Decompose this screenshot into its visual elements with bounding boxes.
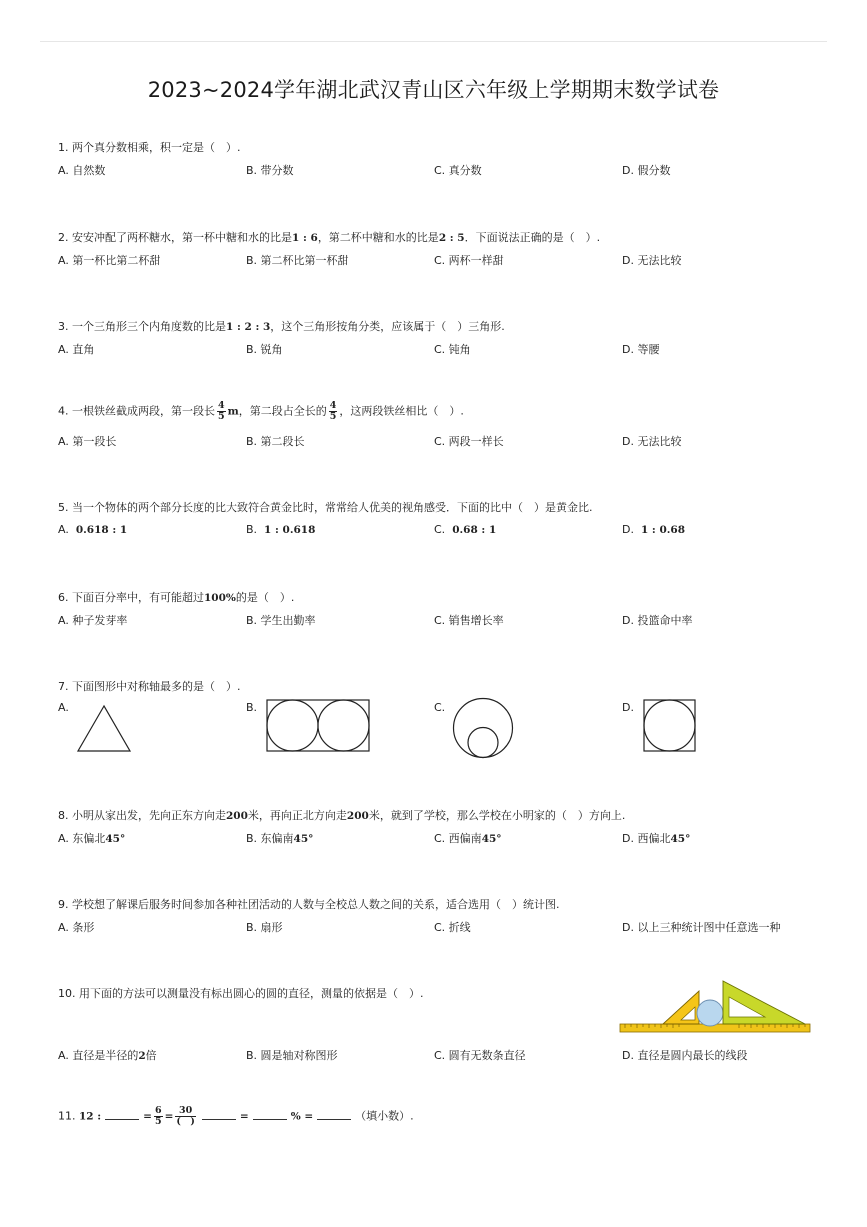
q4-fraction-2-denominator: 5 [329, 411, 337, 422]
q2-stem-part-a: 2. 安安冲配了两杯糖水，第一杯中糖和水的比是 [58, 231, 292, 244]
q8-option-d-angle: 45° [670, 833, 691, 845]
q8-option-d[interactable] [622, 830, 690, 846]
q6-option-b[interactable]: B. 学生出勤率 [246, 614, 316, 627]
q2-stem-part-c: ．下面说法正确的是（ ）. [464, 231, 601, 244]
q2-ratio-1: 1 : 6 [292, 232, 318, 244]
q5-option-c-value: 0.68 : 1 [452, 524, 497, 536]
q10-option-a[interactable] [58, 1047, 157, 1063]
q8-option-c-text: C. 西偏南 [434, 832, 482, 845]
q11-fraction-1 [154, 1106, 163, 1127]
question-6-stem [58, 589, 294, 605]
q1-option-c[interactable]: C. 真分数 [434, 164, 482, 177]
q3-option-b[interactable]: B. 锐角 [246, 343, 283, 356]
q4-fraction-2 [329, 401, 338, 422]
q4-option-b[interactable]: B. 第二段长 [246, 435, 305, 448]
q5-option-d-letter: D. [622, 523, 634, 536]
q2-option-d[interactable]: D. 无法比较 [622, 254, 682, 267]
q5-option-c-letter: C. [434, 523, 446, 536]
q8-option-c-angle: 45° [481, 833, 502, 845]
q7-option-d-letter[interactable]: D. [622, 701, 634, 714]
q5-option-b-value: 1 : 0.618 [264, 524, 316, 536]
q7-option-a-letter[interactable]: A. [58, 701, 69, 714]
q11-percent-equals: % = [290, 1110, 314, 1123]
q8-stem-part-c: 米，就到了学校，那么学校在小明家的（ ）方向上. [368, 809, 626, 822]
q6-stem-part-b: 的是（ ）. [235, 591, 295, 604]
q8-stem-part-b: 米，再向正北方向走 [247, 809, 347, 822]
q11-fraction-1-numerator: 6 [154, 1105, 162, 1116]
q11-fraction-1-denominator: 5 [154, 1116, 162, 1127]
q11-equals-1: = [143, 1110, 152, 1123]
page-title: 2023~2024学年湖北武汉青山区六年级上学期期末数学试卷 [147, 78, 720, 102]
q4-stem-part-c: ，这两段铁丝相比（ ）. [339, 404, 464, 418]
header-rule [40, 41, 827, 42]
question-7-stem: 7. 下面图形中对称轴最多的是（ ）. [58, 680, 241, 693]
q7-option-c-letter[interactable]: C. [434, 701, 446, 714]
q10-option-a-suffix: 倍 [145, 1049, 157, 1062]
q3-option-c[interactable]: C. 钝角 [434, 343, 471, 356]
q8-stem-part-a: 8. 小明从家出发，先向正东方向走 [58, 809, 226, 822]
q8-option-b-text: B. 东偏南 [246, 832, 294, 845]
question-10-stem: 10. 用下面的方法可以测量没有标出圆心的圆的直径，测量的依据是（ ）. [58, 987, 424, 1000]
q8-option-c[interactable] [434, 830, 502, 846]
q11-fraction-2-numerator: 30 [175, 1106, 196, 1117]
q4-stem-part-a: 4. 一根铁丝截成两段，第一段长 [58, 404, 215, 418]
q11-blank-1[interactable] [105, 1110, 139, 1120]
q11-fraction-2 [175, 1106, 196, 1127]
q5-option-b[interactable] [246, 523, 315, 536]
q7-two-circles-rectangle-figure[interactable] [266, 699, 370, 753]
q8-distance-2: 200 [346, 810, 369, 822]
q8-option-a-angle: 45° [105, 833, 126, 845]
q2-ratio-2: 2 : 5 [438, 232, 465, 244]
q2-option-a[interactable]: A. 第一杯比第二杯甜 [58, 254, 161, 267]
q11-equals-3: = [239, 1110, 249, 1123]
q11-blank-4[interactable] [317, 1110, 351, 1120]
q1-option-b[interactable]: B. 带分数 [246, 164, 294, 177]
q6-option-c[interactable]: C. 销售增长率 [434, 614, 504, 627]
q8-option-a[interactable] [58, 830, 125, 846]
q2-option-b[interactable]: B. 第二杯比第一杯甜 [246, 254, 349, 267]
q4-fraction-2-numerator: 4 [329, 400, 337, 411]
question-5-stem: 5. 当一个物体的两个部分长度的比大致符合黄金比时，常常给人优美的视角感受．下面的比中（ ）是黄金比. [58, 501, 593, 514]
q9-option-d[interactable]: D. 以上三种统计图中任意选一种 [622, 921, 781, 934]
q4-unit: m [227, 405, 239, 418]
question-9-stem: 9. 学校想了解课后服务时间参加各种社团活动的人数与全校总人数之间的关系，适合选用（ ）统计图. [58, 898, 560, 911]
q11-blank-2[interactable] [202, 1110, 236, 1120]
q1-option-d[interactable]: D. 假分数 [622, 164, 671, 177]
q8-option-b[interactable] [246, 830, 313, 846]
q7-circle-in-square-figure[interactable] [643, 699, 697, 753]
q11-ratio-head: 12 : [79, 1110, 102, 1123]
q4-fraction-1 [217, 401, 226, 422]
q3-stem-part-b: ，这个三角形按角分类，应该属于（ ）三角形. [270, 320, 505, 333]
q6-percent: 100% [204, 592, 236, 604]
q4-option-c[interactable]: C. 两段一样长 [434, 435, 504, 448]
q11-blank-3[interactable] [253, 1110, 287, 1120]
q4-option-a[interactable]: A. 第一段长 [58, 435, 117, 448]
q11-fraction-2-denominator[interactable]: ( ) [176, 1116, 195, 1127]
q8-distance-1: 200 [226, 810, 248, 822]
measured-circle [697, 1000, 723, 1026]
q6-option-a[interactable]: A. 种子发芽率 [58, 614, 128, 627]
q11-suffix: （填小数）. [355, 1109, 414, 1123]
q10-option-a-text: A. 直径是半径的 [58, 1049, 139, 1062]
q9-option-a[interactable]: A. 条形 [58, 921, 95, 934]
q5-option-d-value: 1 : 0.68 [640, 524, 686, 536]
q10-option-c[interactable]: C. 圆有无数条直径 [434, 1049, 526, 1062]
q5-option-d[interactable] [622, 523, 685, 536]
q3-stem-part-a: 3. 一个三角形三个内角度数的比是 [58, 320, 226, 333]
q6-stem-part-a: 6. 下面百分率中，有可能超过 [58, 591, 204, 604]
q8-option-d-text: D. 西偏北 [622, 832, 671, 845]
q4-option-d[interactable]: D. 无法比较 [622, 435, 682, 448]
q9-option-c[interactable]: C. 折线 [434, 921, 471, 934]
q5-option-c[interactable] [434, 523, 496, 536]
question-8-stem [58, 807, 625, 823]
q7-nested-circles-figure[interactable] [452, 697, 514, 759]
q2-option-c[interactable]: C. 两杯一样甜 [434, 254, 504, 267]
q8-option-b-angle: 45° [293, 833, 314, 845]
q11-number: 11. [58, 1109, 76, 1123]
q3-option-a[interactable]: A. 直角 [58, 343, 95, 356]
q5-option-b-letter: B. [246, 523, 258, 536]
q11-equals-2: = [164, 1110, 174, 1123]
q5-option-a-letter: A. [58, 523, 69, 536]
q8-option-a-text: A. 东偏北 [58, 832, 106, 845]
q4-fraction-1-denominator: 5 [218, 411, 225, 422]
question-3-stem [58, 318, 505, 334]
q4-fraction-1-numerator: 4 [218, 400, 225, 411]
q10-option-a-number: 2 [138, 1050, 146, 1062]
q5-option-a-value: 0.618 : 1 [75, 524, 128, 536]
q6-option-d[interactable]: D. 投篮命中率 [622, 614, 693, 627]
q1-option-a[interactable]: A. 自然数 [58, 164, 106, 177]
q3-ratio: 1 : 2 : 3 [226, 321, 271, 333]
q7-option-b-letter[interactable]: B. [246, 701, 258, 714]
q7-triangle-figure[interactable] [76, 704, 132, 754]
diameter-measuring-illustration [619, 979, 811, 1035]
question-4-stem [58, 401, 464, 422]
q5-option-a[interactable] [58, 523, 127, 536]
question-2-stem [58, 229, 600, 245]
q9-option-b[interactable]: B. 扇形 [246, 921, 283, 934]
q10-option-d[interactable]: D. 直径是圆内最长的线段 [622, 1049, 748, 1062]
question-11-stem [58, 1106, 414, 1127]
q10-option-b[interactable]: B. 圆是轴对称图形 [246, 1049, 338, 1062]
q3-option-d[interactable]: D. 等腰 [622, 343, 660, 356]
question-1-stem: 1. 两个真分数相乘，积一定是（ ）. [58, 141, 241, 154]
q4-stem-part-b: ，第二段占全长的 [238, 404, 327, 418]
q2-stem-part-b: ，第二杯中糖和水的比是 [317, 231, 439, 244]
